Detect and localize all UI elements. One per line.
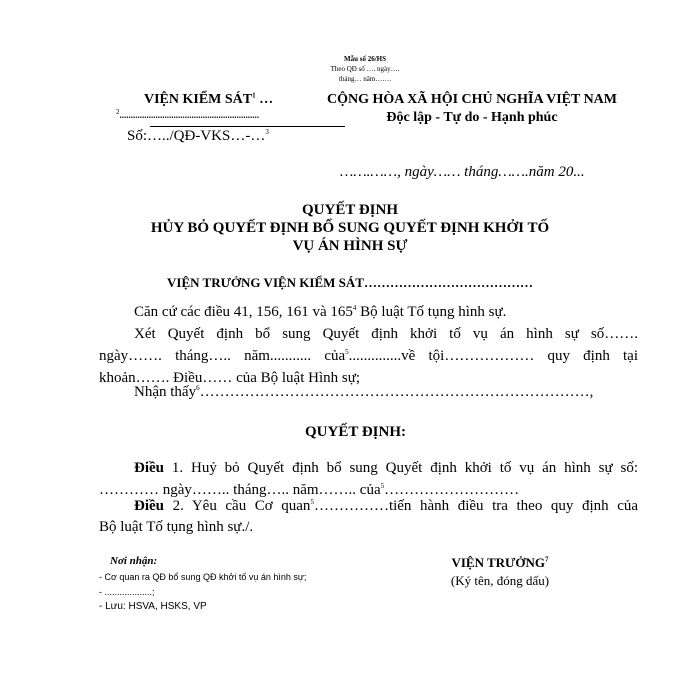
footnote-5: 5 xyxy=(345,348,349,356)
footnote-6: 6 xyxy=(196,384,200,392)
article-2-label: Điều xyxy=(134,498,164,514)
article-1-line-1 xyxy=(134,460,638,477)
footnote-1: 1 xyxy=(252,91,256,100)
legal-basis xyxy=(134,304,506,321)
recipient-item-1: - Cơ quan ra QĐ bổ sung QĐ khởi tố vụ án hình sự; xyxy=(99,572,307,582)
article-2-line-1 xyxy=(134,498,638,515)
footnote-7: 7 xyxy=(545,555,549,564)
form-code-date: tháng… năm……. xyxy=(338,75,392,83)
article-2-text-a: 2. Yêu cầu Cơ quan xyxy=(164,498,311,514)
footnote-5c: 5 xyxy=(310,498,314,506)
form-code-number: Mẫu số 26/HS xyxy=(343,55,386,63)
sub-agency-dots: .............................................................. xyxy=(119,110,259,120)
nation-title: CỘNG HÒA XÃ HỘI CHỦ NGHĨA VIỆT NAM xyxy=(326,92,617,107)
agency-label: VIỆN KIỂM SÁT xyxy=(144,92,253,107)
consideration-date: ngày……. tháng….. năm........... của xyxy=(99,348,346,364)
footnote-2: 2 xyxy=(116,108,120,116)
footnote-3: 3 xyxy=(265,128,269,136)
article-2-line-2: Bộ luật Tố tụng hình sự./. xyxy=(99,519,254,535)
article-1-dots: ……………………… xyxy=(384,482,520,498)
signature-note: (Ký tên, đóng dấu) xyxy=(450,573,550,588)
article-2-text-b: ……………tiến hành điều tra theo quy định của xyxy=(313,498,639,514)
signatory-title-text: VIỆN TRƯỞNG xyxy=(451,555,546,570)
agency-name xyxy=(144,92,273,108)
agency-tail: … xyxy=(255,92,274,107)
recipient-item-3: - Lưu: HSVA, HSKS, VP xyxy=(99,601,207,612)
recipient-item-2: - ...................; xyxy=(99,587,155,597)
header-underline xyxy=(150,126,345,127)
article-1-date: ………… ngày…….. tháng….. năm…….. của xyxy=(99,482,381,498)
findings-label: Nhận thấy xyxy=(134,384,197,400)
consideration-line-1: Xét Quyết định bổ sung Quyết định khởi tố vụ án hình sự số……. xyxy=(134,326,638,342)
consideration-line-3: khoản……. Điều…… của Bộ luật Hình sự; xyxy=(99,370,361,386)
consideration-offense: ..............về tội……………… quy định tại xyxy=(348,348,639,364)
findings-line xyxy=(134,384,593,401)
form-code xyxy=(305,54,425,84)
document-number xyxy=(127,128,269,145)
document-subtitle: HỦY BỎ QUYẾT ĐỊNH BỔ SUNG QUYẾT ĐỊNH KHỞI TỐ xyxy=(150,220,550,236)
document-title: QUYẾT ĐỊNH xyxy=(302,202,398,218)
footnote-5b: 5 xyxy=(380,482,385,490)
legal-basis-a: Căn cứ các điều 41, 156, 161 và 165 xyxy=(134,304,353,320)
sub-agency-line xyxy=(116,110,259,120)
decision-heading: QUYẾT ĐỊNH: xyxy=(305,424,406,440)
legal-basis-b: Bộ luật Tố tụng hình sự. xyxy=(356,304,507,320)
date-line: …….……, ngày…… tháng…….năm 20... xyxy=(340,164,585,180)
recipients-heading: Nơi nhận: xyxy=(110,555,158,567)
document-subtitle-2: VỤ ÁN HÌNH SỰ xyxy=(292,238,408,254)
article-1-label: Điều xyxy=(134,460,164,476)
findings-dots: ……………………………………………………………………, xyxy=(199,384,594,400)
article-1-line-2 xyxy=(99,482,519,499)
article-1-text: 1. Huỷ bỏ Quyết định bổ sung Quyết định khởi tố vụ án hình sự số: xyxy=(164,460,638,476)
consideration-line-2 xyxy=(99,348,638,365)
national-motto: Độc lập - Tự do - Hạnh phúc xyxy=(386,110,558,125)
form-code-decision: Theo QĐ số …. ngày…. xyxy=(330,65,400,73)
signatory-title xyxy=(425,555,575,571)
footnote-4: 4 xyxy=(352,304,357,312)
issuing-authority: VIỆN TRƯỞNG VIỆN KIỂM SÁT………………………………… xyxy=(167,275,533,290)
document-number-text: Số:…../QĐ-VKS…-… xyxy=(127,128,266,144)
